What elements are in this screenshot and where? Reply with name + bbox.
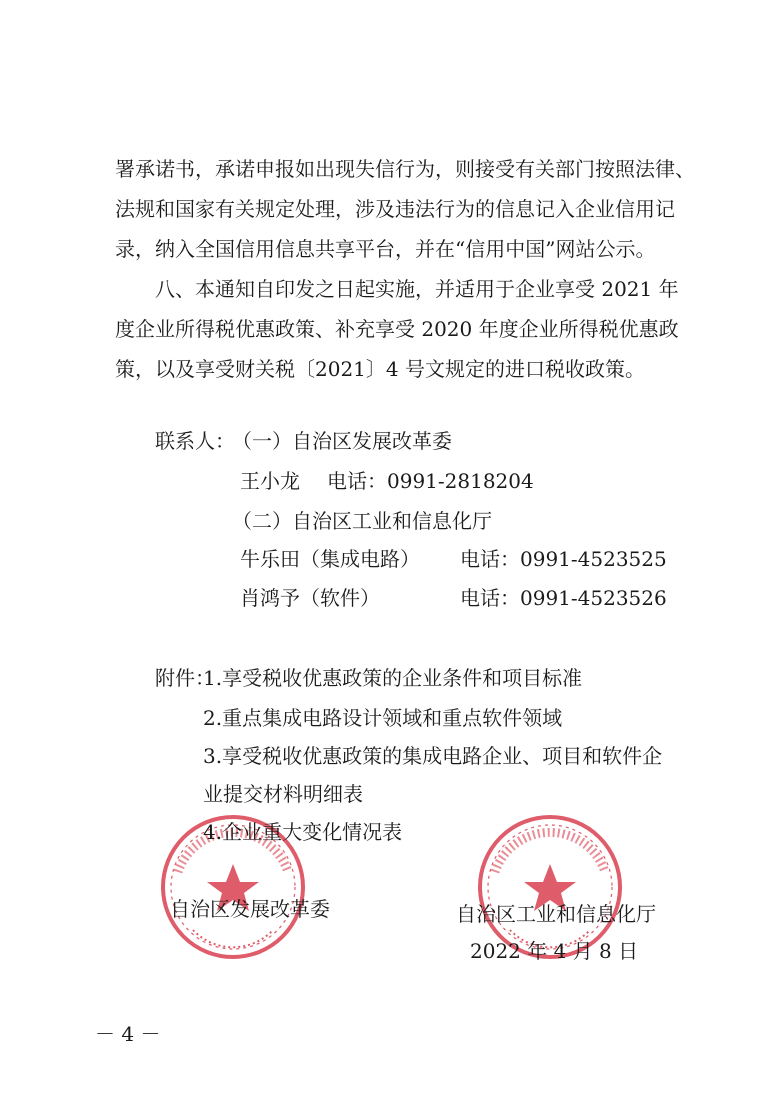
body-line-2: 法规和国家有关规定处理，涉及违法行为的信息记入企业信用记 <box>115 197 675 221</box>
contacts-org-1: （一）自治区发展改革委 <box>232 429 452 453</box>
signature-right-org: 自治区工业和信息化厅 <box>456 902 656 926</box>
attachment-item-2: 2.重点集成电路设计领域和重点软件领域 <box>203 706 563 730</box>
contact-person-1-name: 王小龙 <box>240 469 300 493</box>
contacts-label: 联系人： <box>155 429 235 453</box>
body-line-5: 度企业所得税优惠政策、补充享受 2020 年度企业所得税优惠政 <box>115 317 679 341</box>
attachment-item-3-cont: 业提交材料明细表 <box>203 782 363 806</box>
contact-person-1-phone: 电话：0991-2818204 <box>327 469 534 493</box>
page-number: － 4 － <box>95 1022 161 1046</box>
attachment-item-3: 3.享受税收优惠政策的集成电路企业、项目和软件企 <box>203 744 663 768</box>
contact-person-3-name: 肖鸿予（软件） <box>240 586 380 610</box>
body-line-4: 八、本通知自印发之日起实施，并适用于企业享受 2021 年 <box>155 277 679 301</box>
contact-person-2-name: 牛乐田（集成电路） <box>240 547 420 571</box>
body-line-6: 策，以及享受财关税〔2021〕4 号文规定的进口税收政策。 <box>115 357 645 381</box>
body-line-1: 署承诺书，承诺申报如出现失信行为，则接受有关部门按照法律、 <box>115 157 695 181</box>
attachments-label: 附件： <box>155 666 215 690</box>
signature-date: 2022 年 4 月 8 日 <box>470 939 639 963</box>
attachment-item-1: 1.享受税收优惠政策的企业条件和项目标准 <box>203 666 583 690</box>
contacts-org-2: （二）自治区工业和信息化厅 <box>232 509 492 533</box>
contact-person-2-phone: 电话：0991-4523525 <box>460 547 667 571</box>
body-line-3: 录，纳入全国信用信息共享平台，并在“信用中国”网站公示。 <box>115 237 656 261</box>
signature-left-org: 自治区发展改革委 <box>170 897 330 921</box>
contact-person-3-phone: 电话：0991-4523526 <box>460 586 667 610</box>
attachment-item-4: 4.企业重大变化情况表 <box>203 820 403 844</box>
